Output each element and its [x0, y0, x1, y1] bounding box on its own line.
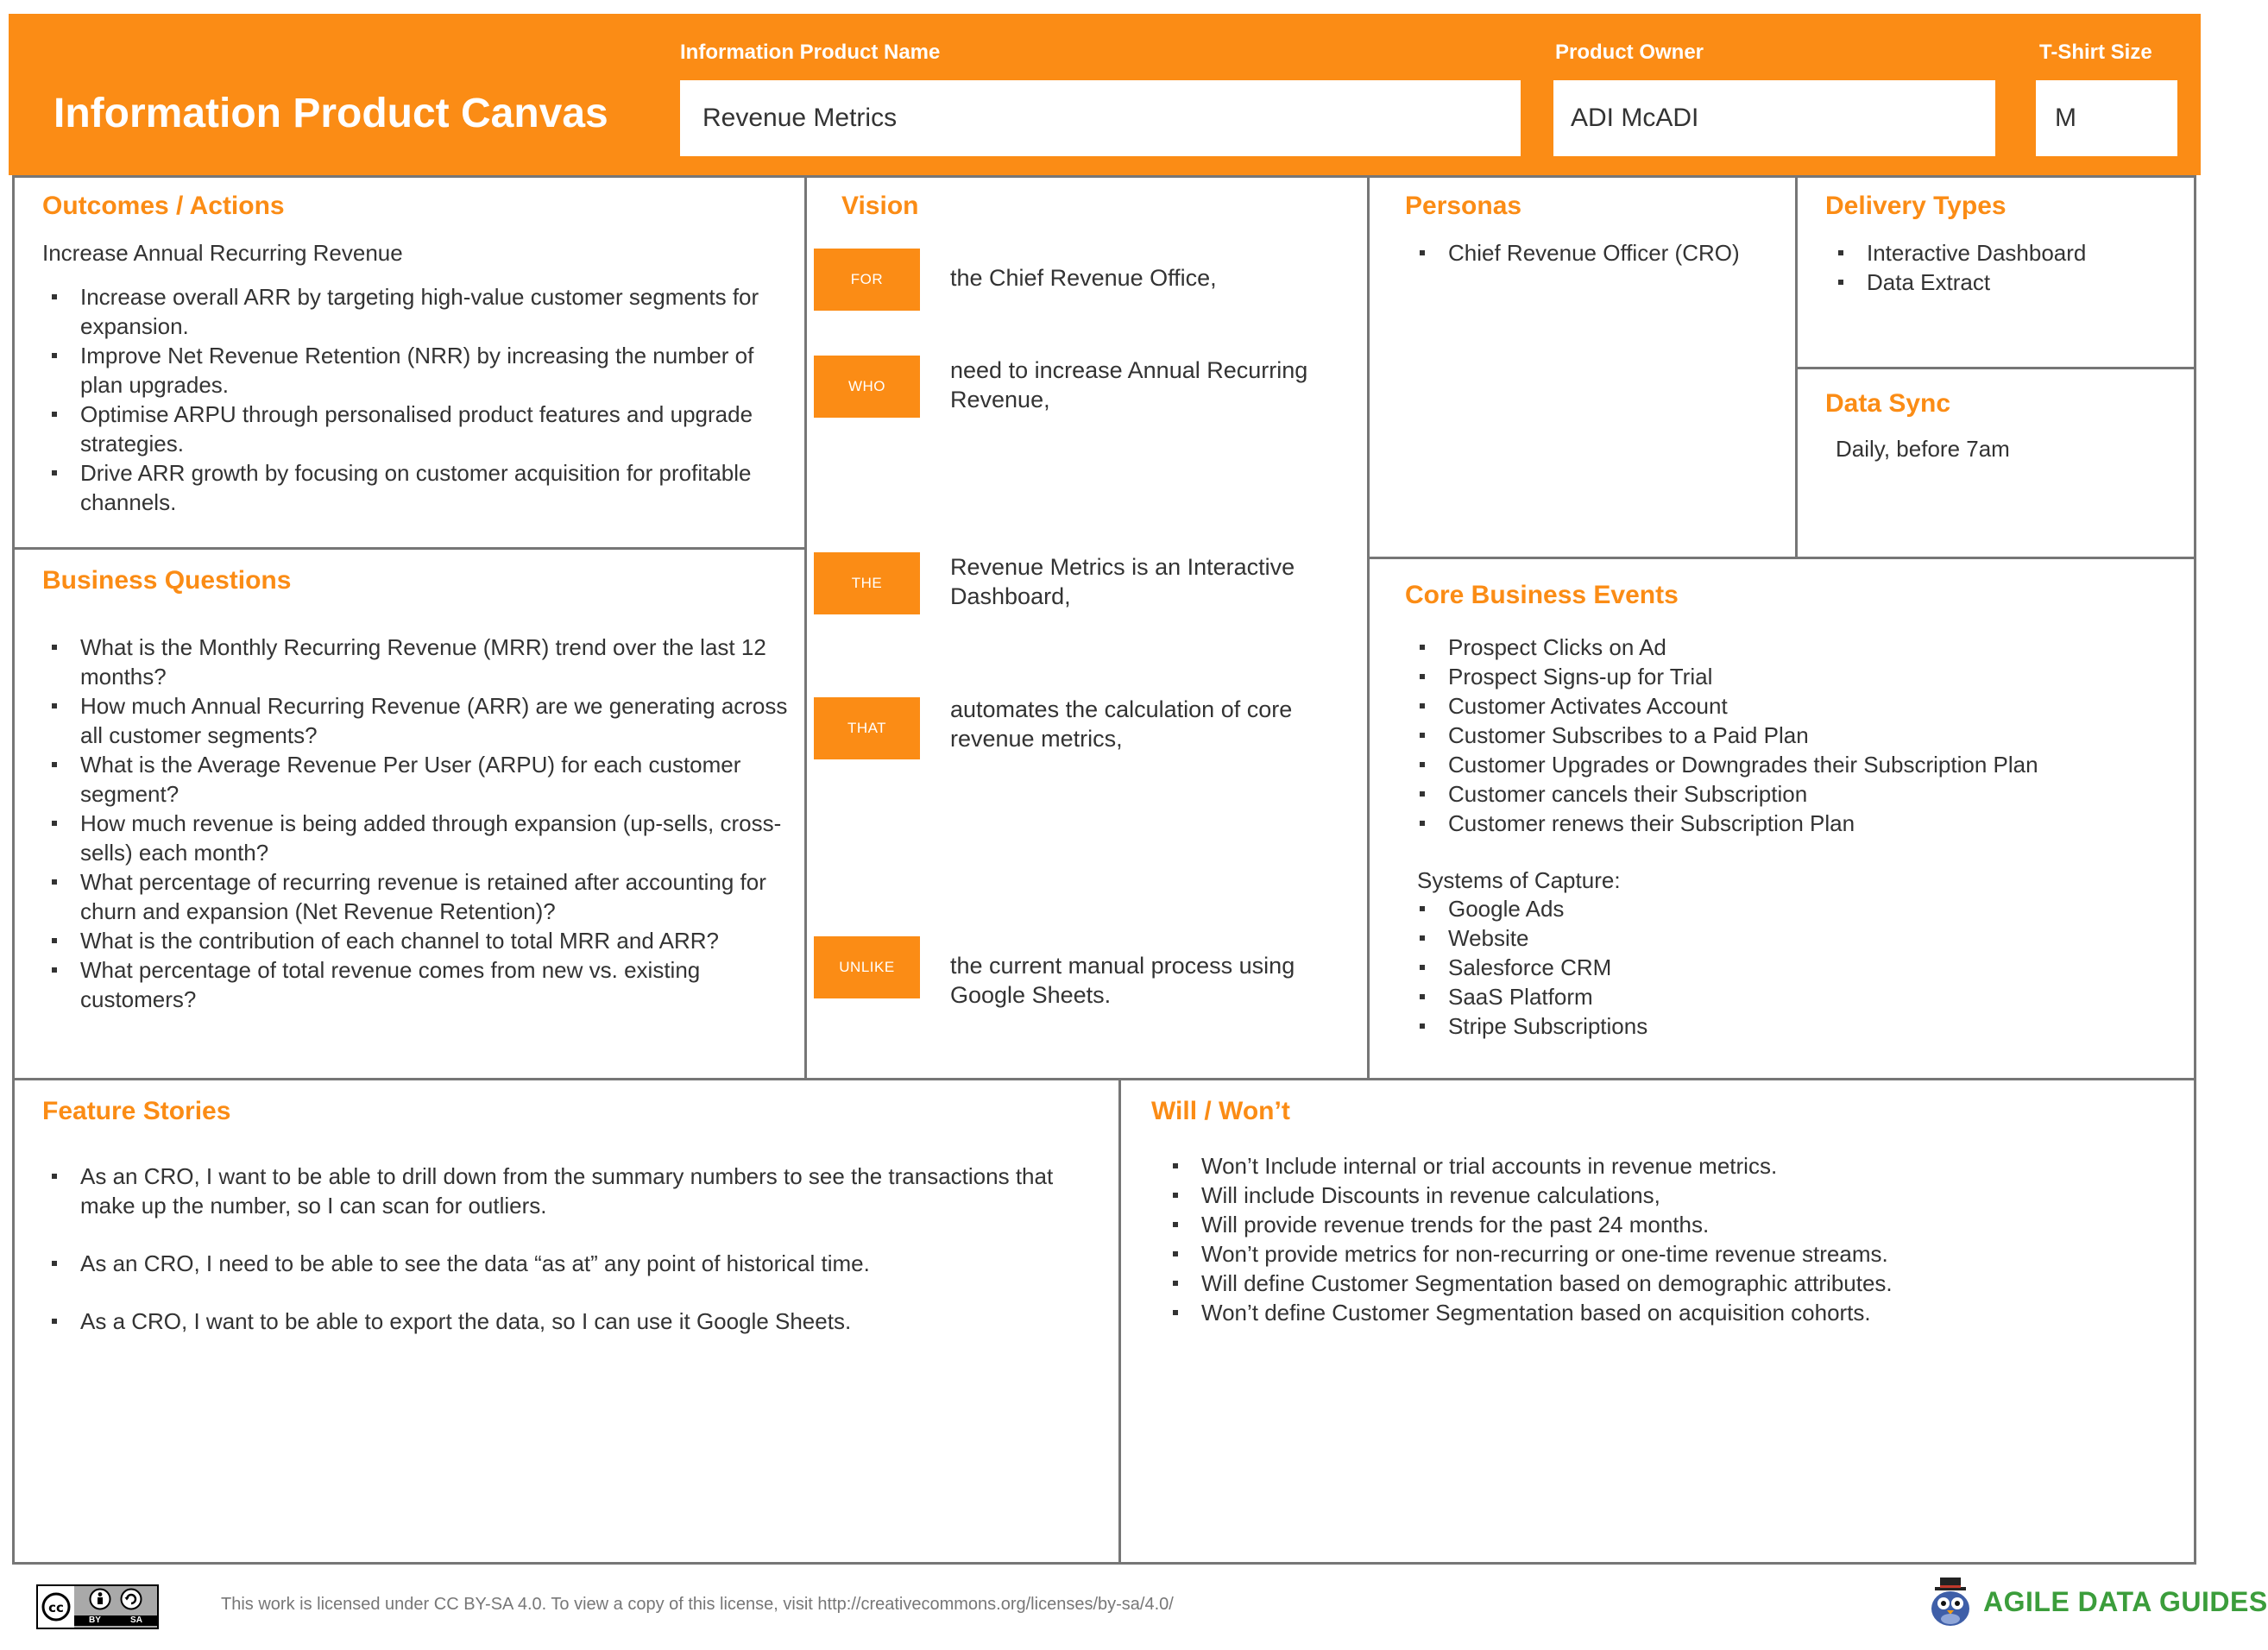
- outcomes-list: [41, 282, 784, 517]
- feature-stories-list: [41, 1162, 1060, 1364]
- vision-text-the: Revenue Metrics is an Interactive Dashboard,: [950, 554, 1295, 609]
- list-item: Drive ARR growth by focusing on customer acquisition for profitable channels.: [41, 458, 784, 517]
- product-name-label: Information Product Name: [680, 41, 941, 64]
- business-questions-title: Business Questions: [42, 566, 292, 595]
- vision-tag-that: THAT: [814, 697, 920, 759]
- divider: [12, 547, 806, 550]
- list-item: Will include Discounts in revenue calculations,: [1162, 1181, 2181, 1210]
- list-item: Chief Revenue Officer (CRO): [1409, 238, 1780, 268]
- list-item: Will provide revenue trends for the past 24 months.: [1162, 1210, 2181, 1239]
- vision-tag-who: WHO: [814, 356, 920, 418]
- list-item: Interactive Dashboard: [1828, 238, 2182, 268]
- list-item: Will define Customer Segmentation based on demographic attributes.: [1162, 1269, 2181, 1298]
- list-item: As an CRO, I need to be able to see the data “as at” any point of historical time.: [41, 1249, 1060, 1278]
- list-item: Won’t define Customer Segmentation based on acquisition cohorts.: [1162, 1298, 2181, 1327]
- outcomes-intro: Increase Annual Recurring Revenue: [42, 240, 403, 266]
- data-sync-title: Data Sync: [1825, 389, 1951, 418]
- list-item: How much Annual Recurring Revenue (ARR) are we generating across all customer segments?: [41, 691, 792, 750]
- list-item: Customer Subscribes to a Paid Plan: [1409, 721, 2186, 750]
- divider: [12, 1078, 2196, 1080]
- vision-tag-unlike: UNLIKE: [814, 936, 920, 998]
- systems-list: [1409, 894, 2186, 1041]
- brand-name: AGILE DATA GUIDES: [1983, 1586, 2268, 1617]
- core-events-list: [1409, 633, 2186, 838]
- list-item: What is the Average Revenue Per User (ARPU) for each customer segment?: [41, 750, 792, 809]
- attribution-icon: [89, 1588, 111, 1610]
- list-item: Stripe Subscriptions: [1409, 1011, 2186, 1041]
- divider: [1118, 1079, 1121, 1565]
- list-item: Optimise ARPU through personalised product features and upgrade strategies.: [41, 400, 784, 458]
- list-item: What percentage of recurring revenue is retained after accounting for churn and expansion (Net Revenue Retention)?: [41, 867, 792, 926]
- list-item: As a CRO, I want to be able to export the data, so I can use it Google Sheets.: [41, 1307, 1060, 1336]
- list-item: Data Extract: [1828, 268, 2182, 297]
- data-sync-value: Daily, before 7am: [1836, 436, 2010, 462]
- divider: [1367, 557, 2196, 559]
- list-item: As an CRO, I want to be able to drill down from the summary numbers to see the transactions that make up the number, so I can scan for outliers.: [41, 1162, 1060, 1220]
- vision-tag-for: FOR: [814, 249, 920, 311]
- feature-stories-title: Feature Stories: [42, 1097, 231, 1125]
- divider: [1367, 175, 1370, 1079]
- canvas-title: Information Product Canvas: [54, 91, 608, 136]
- vision-text-for: the Chief Revenue Office,: [950, 265, 1217, 291]
- vision-text-who: need to increase Annual Recurring Revenue,: [950, 357, 1308, 412]
- business-questions-list: [41, 633, 792, 1014]
- list-item: Improve Net Revenue Retention (NRR) by increasing the number of plan upgrades.: [41, 341, 784, 400]
- license-text: This work is licensed under CC BY-SA 4.0. To view a copy of this license, visit http://creativecommons.org/licenses/by-sa/4.0/: [221, 1595, 1174, 1614]
- list-item: Won’t Include internal or trial accounts in revenue metrics.: [1162, 1151, 2181, 1181]
- personas-title: Personas: [1405, 192, 1522, 220]
- list-item: Prospect Clicks on Ad: [1409, 633, 2186, 662]
- list-item: Google Ads: [1409, 894, 2186, 923]
- cc-text: cc: [48, 1600, 64, 1615]
- list-item: Increase overall ARR by targeting high-value customer segments for expansion.: [41, 282, 784, 341]
- list-item: Customer Upgrades or Downgrades their Subscription Plan: [1409, 750, 2186, 779]
- list-item: Customer Activates Account: [1409, 691, 2186, 721]
- vision-title: Vision: [841, 192, 919, 220]
- tshirt-size-field[interactable]: M: [2036, 80, 2177, 156]
- cc-license-badge[interactable]: [36, 1584, 159, 1629]
- vision-tag-the: THE: [814, 552, 920, 614]
- list-item: What is the Monthly Recurring Revenue (MRR) trend over the last 12 months?: [41, 633, 792, 691]
- list-item: Website: [1409, 923, 2186, 953]
- divider: [804, 175, 807, 1079]
- list-item: How much revenue is being added through expansion (up-sells, cross-sells) each month?: [41, 809, 792, 867]
- product-owner-field[interactable]: ADI McADI: [1553, 80, 1995, 156]
- core-events-title: Core Business Events: [1405, 581, 1679, 609]
- list-item: Customer cancels their Subscription: [1409, 779, 2186, 809]
- list-item: Customer renews their Subscription Plan: [1409, 809, 2186, 838]
- list-item: SaaS Platform: [1409, 982, 2186, 1011]
- by-label: BY: [89, 1615, 101, 1625]
- delivery-types-title: Delivery Types: [1825, 192, 2007, 220]
- list-item: Won’t provide metrics for non-recurring or one-time revenue streams.: [1162, 1239, 2181, 1269]
- vision-text-unlike: the current manual process using Google Sheets.: [950, 953, 1295, 1008]
- delivery-types-list: [1828, 238, 2182, 297]
- mascot-logo-icon: [1926, 1576, 1975, 1628]
- will-wont-title: Will / Won’t: [1151, 1097, 1290, 1125]
- personas-list: [1409, 238, 1780, 268]
- tshirt-size-label: T-Shirt Size: [2039, 41, 2152, 64]
- product-name-field[interactable]: Revenue Metrics: [680, 80, 1521, 156]
- list-item: What percentage of total revenue comes from new vs. existing customers?: [41, 955, 792, 1014]
- sa-label: SA: [130, 1615, 142, 1625]
- vision-text-that: automates the calculation of core revenue metrics,: [950, 696, 1293, 752]
- list-item: What is the contribution of each channel to total MRR and ARR?: [41, 926, 792, 955]
- list-item: Prospect Signs-up for Trial: [1409, 662, 2186, 691]
- systems-of-capture-label: Systems of Capture:: [1417, 867, 1621, 893]
- divider: [1795, 367, 2196, 369]
- share-alike-icon: [120, 1588, 142, 1610]
- outcomes-title: Outcomes / Actions: [42, 192, 285, 220]
- product-owner-label: Product Owner: [1555, 41, 1704, 64]
- cc-icon: [38, 1586, 74, 1628]
- list-item: Salesforce CRM: [1409, 953, 2186, 982]
- will-wont-list: [1162, 1151, 2181, 1327]
